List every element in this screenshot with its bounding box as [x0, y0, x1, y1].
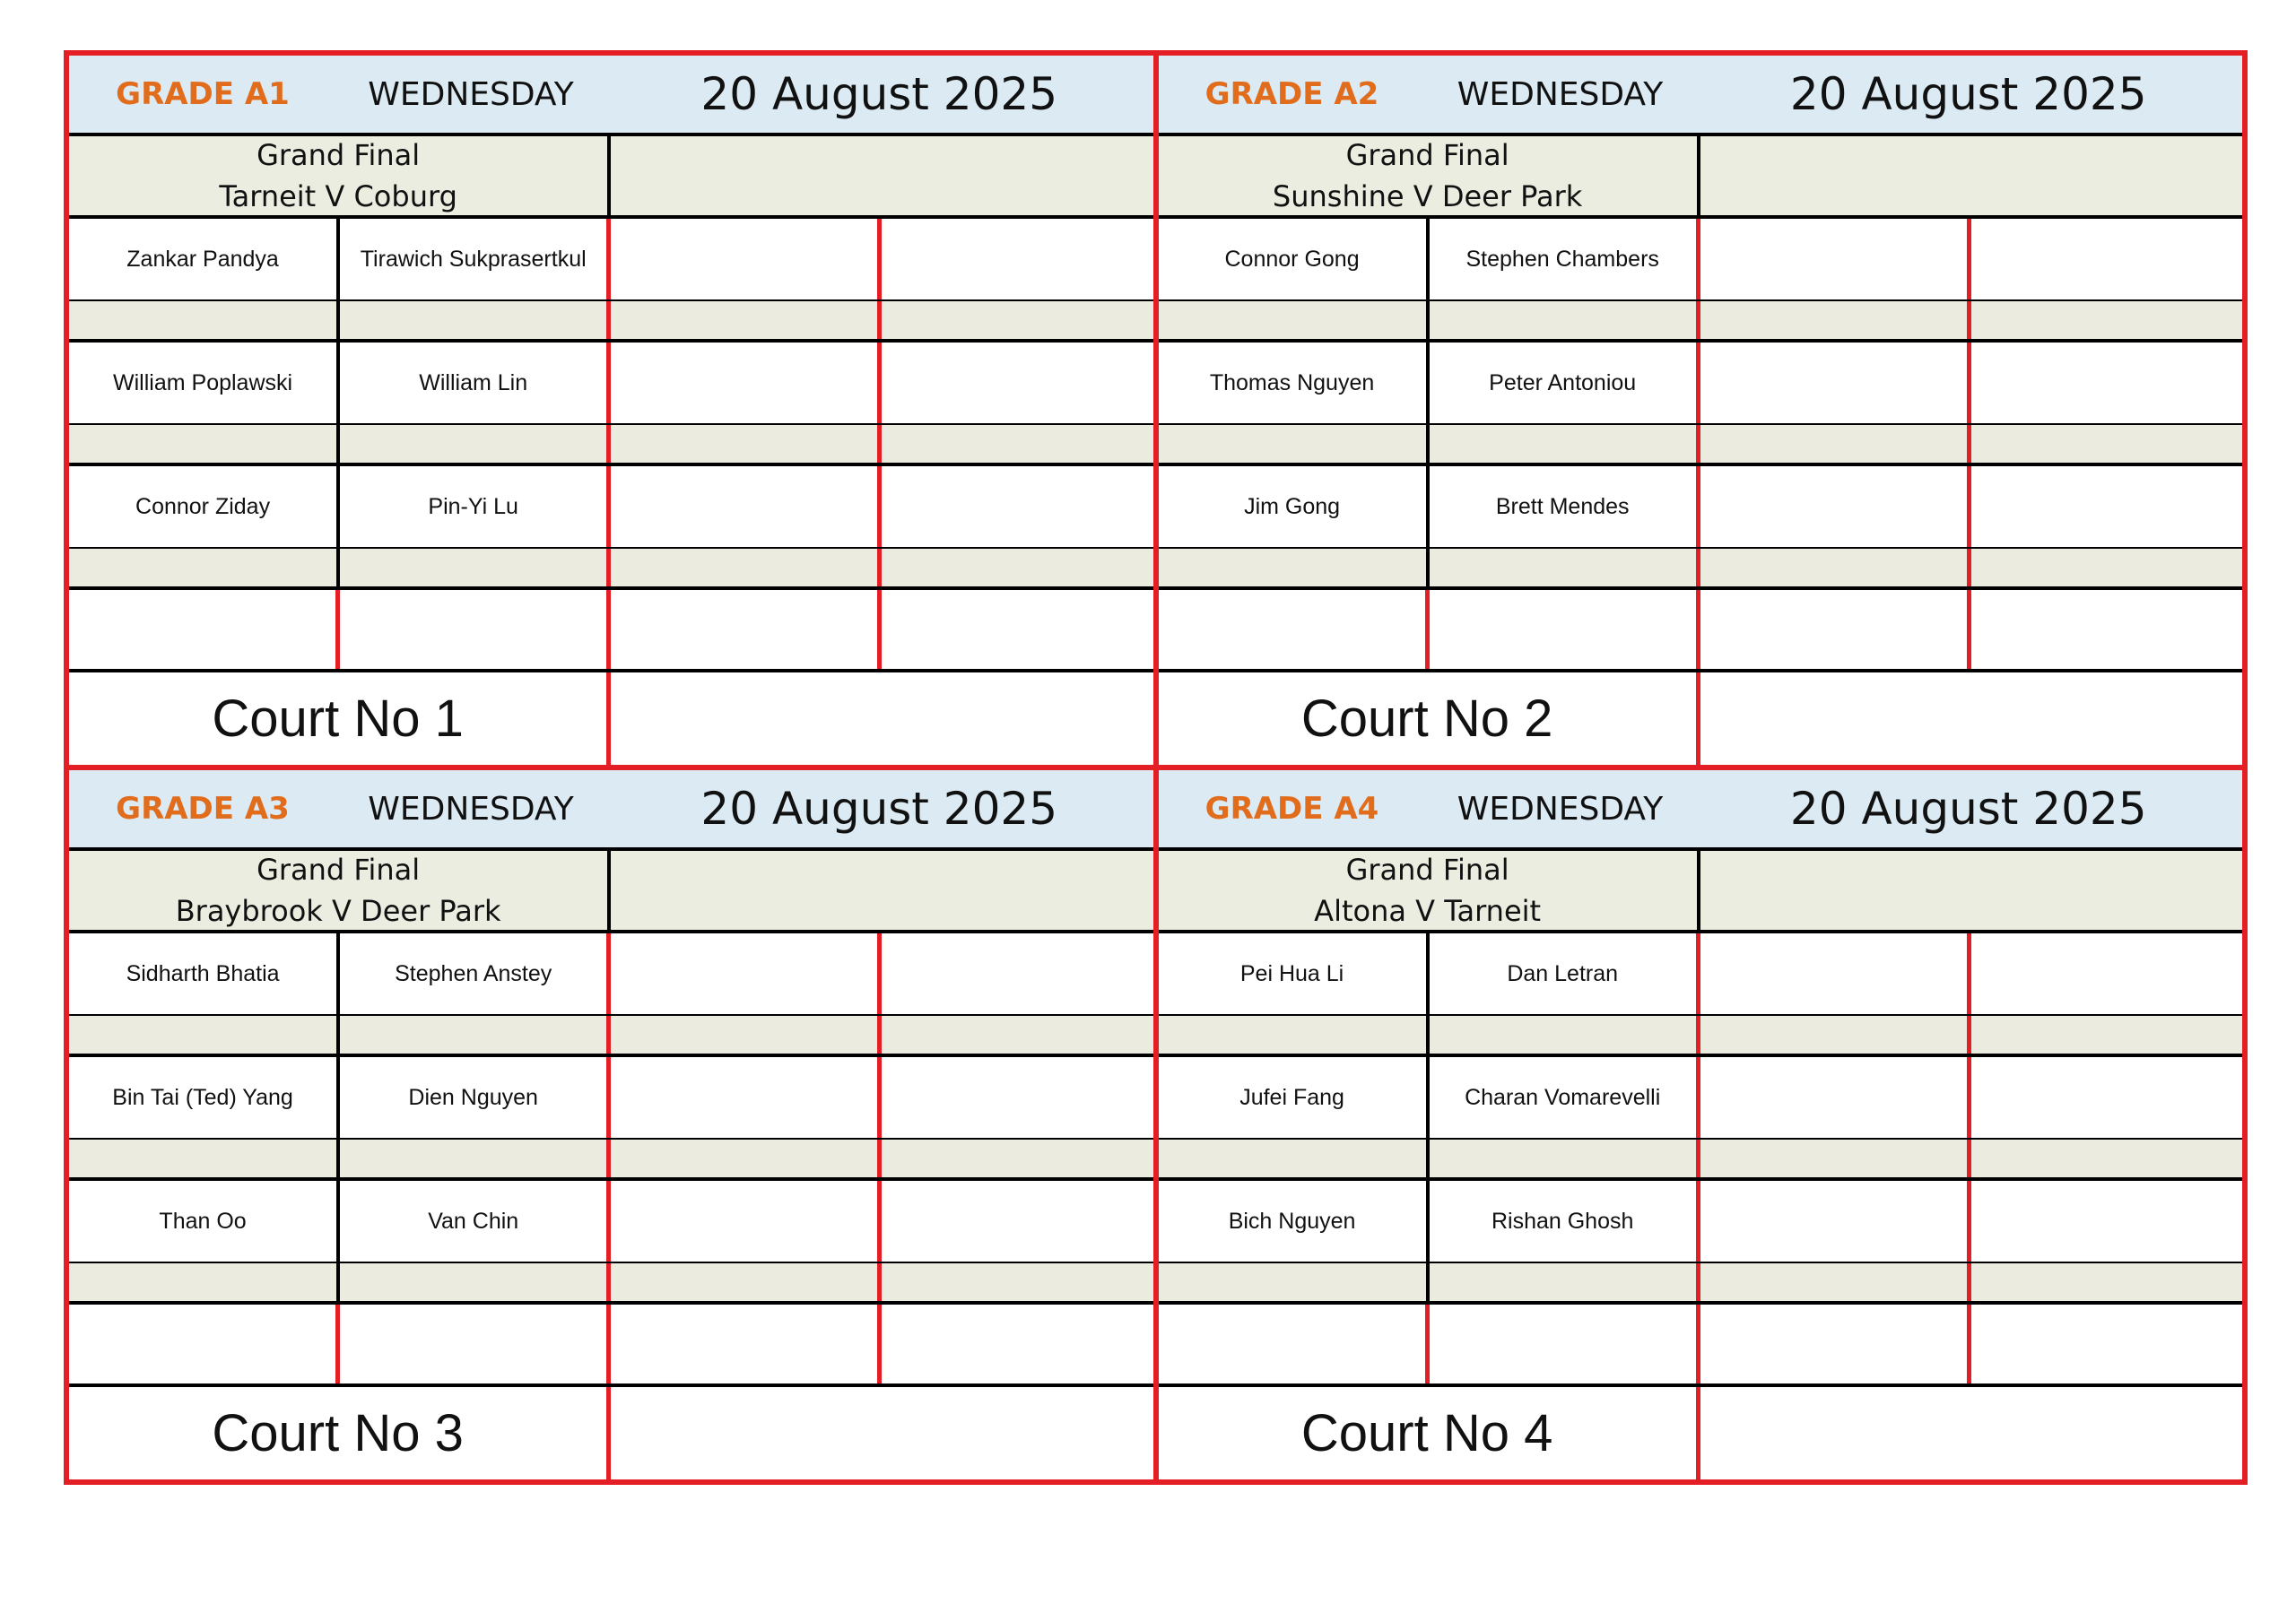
court-label: Court No 1 — [69, 672, 611, 765]
score-row — [1159, 425, 2243, 466]
score-cell — [882, 1181, 1152, 1262]
score-cell — [1971, 1181, 2242, 1262]
match-info — [1159, 136, 1700, 215]
date-label: 20 August 2025 — [1789, 68, 2147, 120]
player-row — [1159, 1057, 2243, 1140]
score-band-cell — [340, 1263, 611, 1301]
score-band-cell — [340, 301, 611, 339]
score-band-cell — [1700, 1016, 1971, 1054]
score-band-cell — [1700, 301, 1971, 339]
player-row — [1159, 933, 2243, 1016]
player-name: Connor Gong — [1159, 219, 1430, 299]
score-band-cell — [1700, 1263, 1971, 1301]
score-row — [1159, 1263, 2243, 1305]
score-cell — [1700, 466, 1971, 547]
court-row — [1159, 1387, 2243, 1479]
score-cell — [611, 1057, 882, 1138]
score-band-cell — [1700, 425, 1971, 463]
score-row — [1159, 301, 2243, 343]
player-row — [69, 933, 1153, 1016]
blank-cell — [1700, 590, 1971, 669]
score-band-cell — [1971, 301, 2242, 339]
score-cell — [1971, 343, 2242, 423]
player-pairs — [1159, 219, 2243, 590]
score-cell — [1700, 1181, 1971, 1262]
date-label: 20 August 2025 — [700, 783, 1058, 835]
blank-cell — [1700, 1305, 1971, 1383]
player-row — [69, 219, 1153, 301]
match-blank-cell — [611, 136, 1152, 215]
player-name: Stephen Anstey — [340, 933, 611, 1014]
player-row — [69, 1057, 1153, 1140]
court-row — [69, 672, 1153, 765]
score-band-cell — [1700, 549, 1971, 586]
score-cell — [1971, 219, 2242, 299]
grade-label: GRADE A1 — [116, 76, 290, 112]
player-pairs — [1159, 933, 2243, 1305]
score-band-cell — [1430, 1016, 1700, 1054]
player-name: Jim Gong — [1159, 466, 1430, 547]
score-band-cell — [882, 301, 1152, 339]
score-band-cell — [340, 1016, 611, 1054]
player-name: Van Chin — [340, 1181, 611, 1262]
match-teams: Tarneit V Coburg — [219, 179, 457, 213]
score-band-cell — [1159, 1016, 1430, 1054]
score-cell — [1971, 933, 2242, 1014]
score-band-cell — [882, 549, 1152, 586]
player-name: Bin Tai (Ted) Yang — [69, 1057, 340, 1138]
score-band-cell — [340, 1140, 611, 1177]
score-cell — [611, 343, 882, 423]
score-cell — [611, 219, 882, 299]
grade-panel-4 — [1156, 768, 2243, 1479]
score-band-cell — [340, 549, 611, 586]
match-blank-cell — [1700, 851, 2242, 930]
panel-header — [1159, 56, 2243, 136]
score-cell — [882, 1057, 1152, 1138]
score-band-cell — [1971, 1263, 2242, 1301]
score-band-cell — [1700, 1140, 1971, 1177]
score-band-cell — [611, 425, 882, 463]
score-band-cell — [611, 1263, 882, 1301]
player-name: Peter Antoniou — [1430, 343, 1700, 423]
player-name: Dien Nguyen — [340, 1057, 611, 1138]
match-band — [1159, 136, 2243, 219]
blank-row — [1159, 590, 2243, 672]
player-name: Jufei Fang — [1159, 1057, 1430, 1138]
player-name: Tirawich Sukprasertkul — [340, 219, 611, 299]
score-band-cell — [69, 425, 340, 463]
court-blank-cell — [611, 672, 1152, 765]
score-band-cell — [1971, 1016, 2242, 1054]
score-cell — [1700, 343, 1971, 423]
court-blank-cell — [1700, 1387, 2242, 1479]
match-band — [1159, 851, 2243, 933]
match-band — [69, 851, 1153, 933]
score-row — [69, 1263, 1153, 1305]
score-band-cell — [1159, 1263, 1430, 1301]
player-name: Pei Hua Li — [1159, 933, 1430, 1014]
player-name: William Poplawski — [69, 343, 340, 423]
player-pairs — [69, 219, 1153, 590]
player-row — [69, 466, 1153, 549]
score-band-cell — [69, 1140, 340, 1177]
score-cell — [611, 466, 882, 547]
score-cell — [1971, 466, 2242, 547]
score-band-cell — [611, 549, 882, 586]
score-band-cell — [882, 1263, 1152, 1301]
score-band-cell — [1159, 425, 1430, 463]
day-label: WEDNESDAY — [1457, 75, 1664, 113]
panel-header — [69, 56, 1153, 136]
blank-cell — [1159, 590, 1430, 669]
player-name: Than Oo — [69, 1181, 340, 1262]
match-title: Grand Final — [1345, 138, 1509, 172]
score-row — [1159, 1016, 2243, 1057]
match-blank-cell — [1700, 136, 2242, 215]
blank-cell — [1159, 1305, 1430, 1383]
player-name: Dan Letran — [1430, 933, 1700, 1014]
court-label: Court No 3 — [69, 1387, 611, 1479]
player-name: Connor Ziday — [69, 466, 340, 547]
player-name: Stephen Chambers — [1430, 219, 1700, 299]
score-band-cell — [340, 425, 611, 463]
blank-cell — [611, 590, 882, 669]
player-name: Pin-Yi Lu — [340, 466, 611, 547]
score-band-cell — [69, 549, 340, 586]
score-band-cell — [1430, 1263, 1700, 1301]
score-cell — [882, 933, 1152, 1014]
grade-panel-2 — [1156, 56, 2243, 768]
player-name: Sidharth Bhatia — [69, 933, 340, 1014]
score-row — [69, 549, 1153, 590]
match-info — [1159, 851, 1700, 930]
match-teams: Braybrook V Deer Park — [175, 894, 501, 928]
score-band-cell — [1430, 1140, 1700, 1177]
score-band-cell — [69, 301, 340, 339]
score-row — [1159, 549, 2243, 590]
blank-cell — [1430, 590, 1700, 669]
score-band-cell — [1430, 301, 1700, 339]
day-label: WEDNESDAY — [368, 75, 574, 113]
court-row — [1159, 672, 2243, 765]
score-band-cell — [1430, 425, 1700, 463]
day-label: WEDNESDAY — [1457, 790, 1664, 828]
score-band-cell — [611, 1140, 882, 1177]
score-band-cell — [1159, 301, 1430, 339]
score-cell — [882, 343, 1152, 423]
player-name: Zankar Pandya — [69, 219, 340, 299]
match-teams: Altona V Tarneit — [1314, 894, 1542, 928]
player-name: Brett Mendes — [1430, 466, 1700, 547]
day-label: WEDNESDAY — [368, 790, 574, 828]
panel-header — [1159, 770, 2243, 851]
score-cell — [1700, 1057, 1971, 1138]
match-title: Grand Final — [1345, 853, 1509, 887]
blank-cell — [1430, 1305, 1700, 1383]
court-blank-cell — [1700, 672, 2242, 765]
match-info — [69, 136, 611, 215]
blank-cell — [1971, 1305, 2242, 1383]
player-row — [1159, 219, 2243, 301]
player-name: Charan Vomarevelli — [1430, 1057, 1700, 1138]
score-row — [69, 1140, 1153, 1181]
score-band-cell — [1430, 549, 1700, 586]
player-row — [1159, 1181, 2243, 1263]
player-name: William Lin — [340, 343, 611, 423]
score-band-cell — [882, 1016, 1152, 1054]
score-band-cell — [882, 1140, 1152, 1177]
player-row — [1159, 466, 2243, 549]
score-cell — [1971, 1057, 2242, 1138]
score-cell — [1700, 219, 1971, 299]
score-band-cell — [1971, 1140, 2242, 1177]
blank-cell — [340, 1305, 611, 1383]
match-title: Grand Final — [257, 853, 421, 887]
score-band-cell — [882, 425, 1152, 463]
score-row — [1159, 1140, 2243, 1181]
blank-row — [69, 590, 1153, 672]
blank-row — [1159, 1305, 2243, 1387]
grade-panel-3 — [69, 768, 1156, 1479]
player-row — [1159, 343, 2243, 425]
match-teams: Sunshine V Deer Park — [1272, 179, 1583, 213]
date-label: 20 August 2025 — [1789, 783, 2147, 835]
score-row — [69, 425, 1153, 466]
player-row — [69, 1181, 1153, 1263]
match-info — [69, 851, 611, 930]
blank-cell — [69, 1305, 340, 1383]
match-band — [69, 136, 1153, 219]
blank-row — [69, 1305, 1153, 1387]
score-band-cell — [1159, 1140, 1430, 1177]
blank-cell — [882, 1305, 1152, 1383]
score-band-cell — [69, 1016, 340, 1054]
score-cell — [882, 466, 1152, 547]
blank-cell — [611, 1305, 882, 1383]
match-blank-cell — [611, 851, 1152, 930]
score-row — [69, 1016, 1153, 1057]
match-title: Grand Final — [257, 138, 421, 172]
blank-cell — [340, 590, 611, 669]
score-band-cell — [69, 1263, 340, 1301]
blank-cell — [1971, 590, 2242, 669]
court-row — [69, 1387, 1153, 1479]
blank-cell — [69, 590, 340, 669]
score-band-cell — [1971, 549, 2242, 586]
court-label: Court No 2 — [1159, 672, 1700, 765]
score-band-cell — [611, 1016, 882, 1054]
court-blank-cell — [611, 1387, 1152, 1479]
score-row — [69, 301, 1153, 343]
player-name: Thomas Nguyen — [1159, 343, 1430, 423]
score-band-cell — [1971, 425, 2242, 463]
score-cell — [611, 933, 882, 1014]
grade-label: GRADE A2 — [1205, 76, 1379, 112]
panel-header — [69, 770, 1153, 851]
player-name: Bich Nguyen — [1159, 1181, 1430, 1262]
player-pairs — [69, 933, 1153, 1305]
score-cell — [611, 1181, 882, 1262]
score-cell — [1700, 933, 1971, 1014]
score-band-cell — [611, 301, 882, 339]
scoresheet — [64, 50, 2248, 1485]
blank-cell — [882, 590, 1152, 669]
player-name: Rishan Ghosh — [1430, 1181, 1700, 1262]
score-cell — [882, 219, 1152, 299]
date-label: 20 August 2025 — [700, 68, 1058, 120]
grade-label: GRADE A3 — [116, 791, 290, 827]
grade-label: GRADE A4 — [1205, 791, 1379, 827]
score-band-cell — [1159, 549, 1430, 586]
grade-panel-1 — [69, 56, 1156, 768]
court-label: Court No 4 — [1159, 1387, 1700, 1479]
player-row — [69, 343, 1153, 425]
